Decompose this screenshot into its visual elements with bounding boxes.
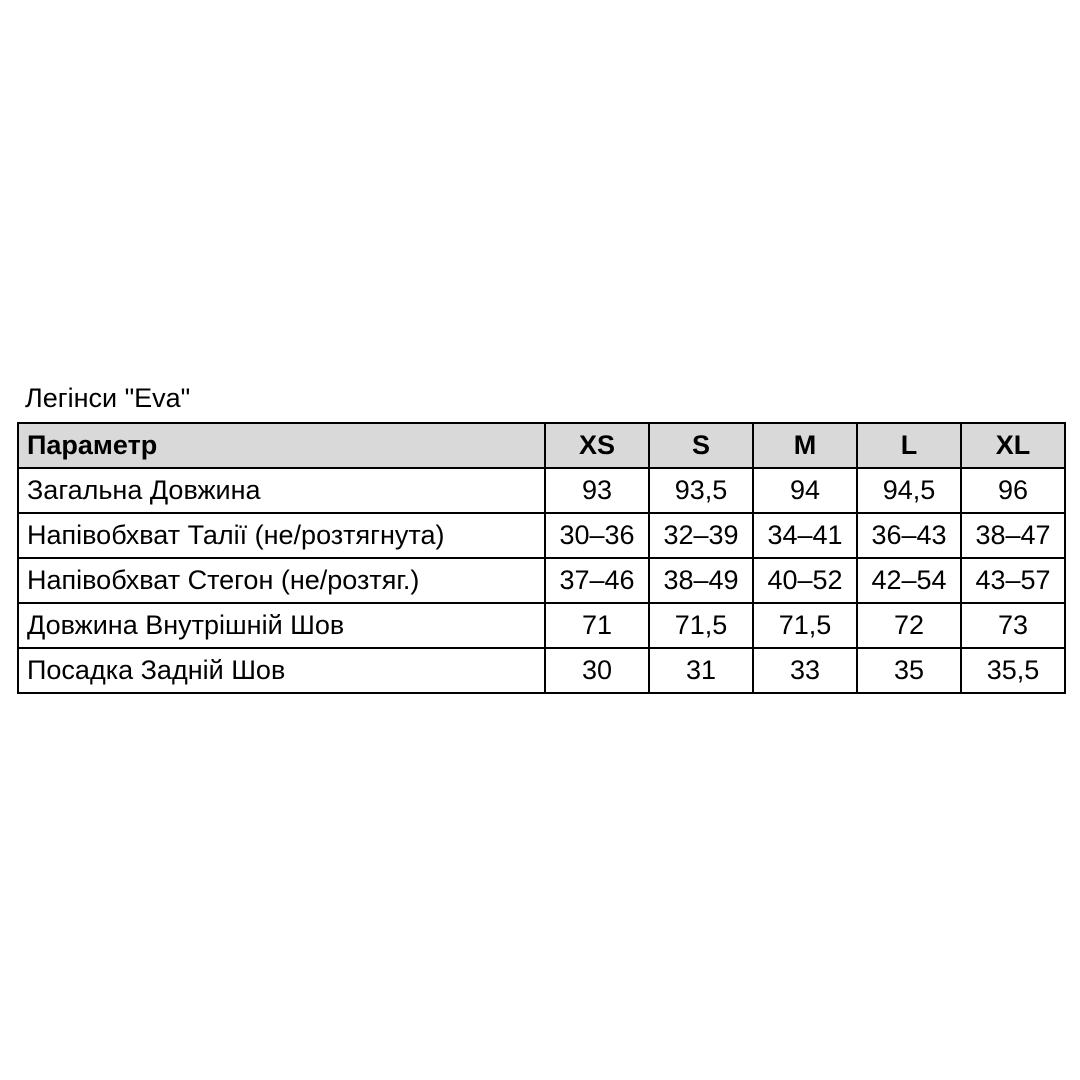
table-cell: 30–36 [545,513,649,558]
table-cell: 30 [545,648,649,693]
table-row [18,513,1065,558]
table-cell: 42–54 [857,558,961,603]
table-cell: 93,5 [649,468,753,513]
row-parameter-label: Посадка Задній Шов [18,648,545,693]
table-row [18,603,1065,648]
table-cell: 94,5 [857,468,961,513]
table-row [18,558,1065,603]
header-size-l: L [857,423,961,468]
table-cell: 38–49 [649,558,753,603]
table-cell: 93 [545,468,649,513]
table-cell: 71,5 [753,603,857,648]
table-cell: 96 [961,468,1065,513]
header-parameter: Параметр [18,423,545,468]
table-cell: 31 [649,648,753,693]
row-parameter-label: Загальна Довжина [18,468,545,513]
table-cell: 37–46 [545,558,649,603]
row-parameter-label: Довжина Внутрішній Шов [18,603,545,648]
table-cell: 94 [753,468,857,513]
table-row [18,468,1065,513]
header-size-m: M [753,423,857,468]
header-size-s: S [649,423,753,468]
table-cell: 34–41 [753,513,857,558]
size-chart-table [17,422,1066,694]
table-cell: 33 [753,648,857,693]
table-cell: 72 [857,603,961,648]
table-header-row [18,423,1065,468]
table-cell: 43–57 [961,558,1065,603]
row-parameter-label: Напівобхват Стегон (не/розтяг.) [18,558,545,603]
table-cell: 35 [857,648,961,693]
row-parameter-label: Напівобхват Талії (не/розтягнута) [18,513,545,558]
table-cell: 71 [545,603,649,648]
table-cell: 73 [961,603,1065,648]
table-cell: 36–43 [857,513,961,558]
table-cell: 71,5 [649,603,753,648]
table-cell: 35,5 [961,648,1065,693]
table-cell: 32–39 [649,513,753,558]
table-cell: 40–52 [753,558,857,603]
table-cell: 38–47 [961,513,1065,558]
table-caption: Легінси "Eva" [25,383,191,413]
table-row [18,648,1065,693]
header-size-xs: XS [545,423,649,468]
header-size-xl: XL [961,423,1065,468]
